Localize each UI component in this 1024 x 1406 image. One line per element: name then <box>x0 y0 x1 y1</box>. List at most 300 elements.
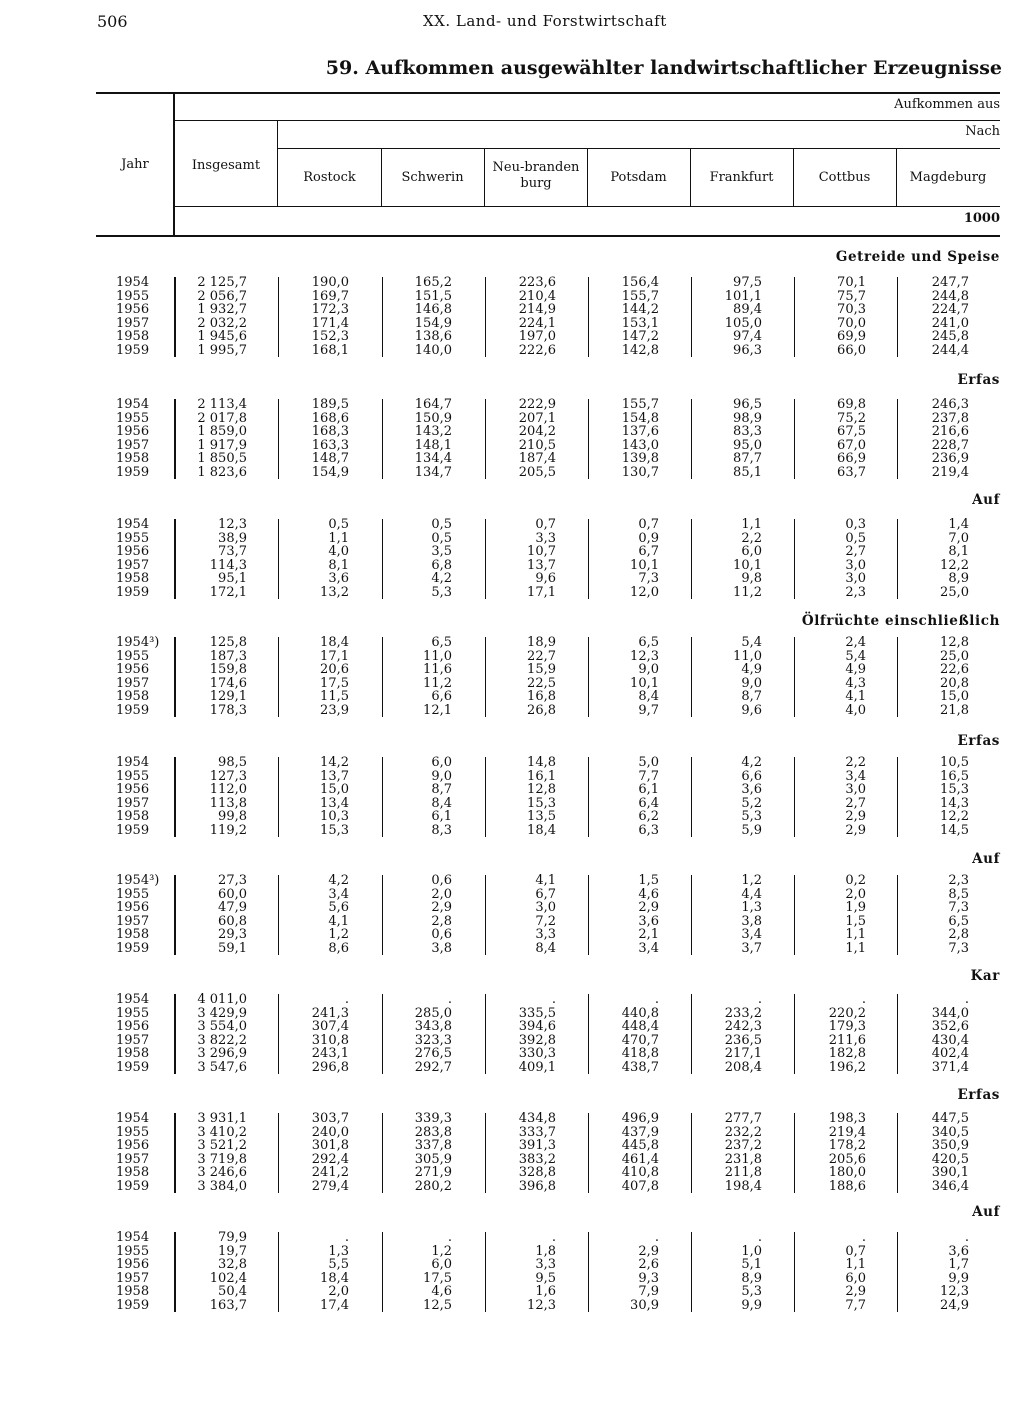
value-cell: 7,7 <box>845 1298 866 1313</box>
value-cell: 3,6 <box>638 913 659 929</box>
value-cell: 344,0 <box>931 1005 969 1021</box>
value-cell: 159,8 <box>209 662 247 678</box>
year-cell: 1959 <box>116 465 150 480</box>
table-row <box>0 303 1024 317</box>
year-cell: 1956 <box>116 900 150 916</box>
table-row <box>0 276 1024 290</box>
value-cell: 38,9 <box>218 530 247 546</box>
value-cell: 15,0 <box>320 782 349 798</box>
value-cell: 7,2 <box>535 913 556 929</box>
value-cell: 4,9 <box>845 662 866 678</box>
value-cell: 75,7 <box>837 288 866 304</box>
value-cell: 224,1 <box>518 315 556 331</box>
value-cell: 2,0 <box>328 1284 349 1300</box>
value-cell: 15,3 <box>320 823 349 838</box>
value-cell: 204,2 <box>518 424 556 440</box>
value-cell: 3 296,9 <box>197 1046 247 1062</box>
year-cell: 1957 <box>116 315 150 331</box>
table-row <box>0 1299 1024 1313</box>
value-cell: 9,0 <box>638 662 659 678</box>
value-cell: 276,5 <box>414 1046 452 1062</box>
value-cell: 2,9 <box>845 823 866 838</box>
value-cell: 18,4 <box>320 635 349 650</box>
value-cell: 83,3 <box>733 424 762 440</box>
value-cell: 207,1 <box>518 410 556 426</box>
table-row <box>0 1047 1024 1061</box>
value-cell: 2,7 <box>845 544 866 560</box>
value-cell: 7,0 <box>948 530 969 546</box>
value-cell: 12,3 <box>527 1298 556 1313</box>
value-cell: 14,3 <box>940 795 969 811</box>
value-cell: 156,4 <box>621 275 659 290</box>
value-cell: 10,1 <box>630 557 659 573</box>
value-cell: . <box>757 1230 762 1245</box>
value-cell: 154,9 <box>414 315 452 331</box>
year-cell: 1958 <box>116 1284 150 1300</box>
table-row <box>0 663 1024 677</box>
value-cell: 50,4 <box>218 1284 247 1300</box>
year-cell: 1954 <box>116 397 150 412</box>
year-cell: 1957 <box>116 437 150 453</box>
value-cell: 148,7 <box>311 451 349 467</box>
value-cell: 2,8 <box>431 913 452 929</box>
year-cell: 1959 <box>116 585 150 600</box>
value-cell: 445,8 <box>621 1138 659 1154</box>
value-cell: 3 521,2 <box>197 1138 247 1154</box>
section-label: Getreide und Speise <box>835 249 1000 265</box>
value-cell: 437,9 <box>621 1124 659 1140</box>
value-cell: 1,2 <box>431 1243 452 1259</box>
header-nach: Nach <box>965 124 1000 139</box>
value-cell: 70,1 <box>837 275 866 290</box>
table-row <box>0 290 1024 304</box>
running-head: XX. Land- und Forstwirtschaft <box>423 12 667 30</box>
value-cell: 371,4 <box>931 1060 969 1075</box>
year-cell: 1956 <box>116 424 150 440</box>
value-cell: 4 011,0 <box>197 992 247 1007</box>
value-cell: 6,1 <box>431 809 452 825</box>
value-cell: 4,2 <box>328 873 349 888</box>
value-cell: 228,7 <box>931 437 969 453</box>
value-cell: 10,7 <box>527 544 556 560</box>
value-cell: 0,7 <box>845 1243 866 1259</box>
value-cell: 10,1 <box>733 557 762 573</box>
value-cell: 3,3 <box>535 530 556 546</box>
value-cell: 5,2 <box>741 795 762 811</box>
value-cell: 4,6 <box>431 1284 452 1300</box>
year-cell: 1955 <box>116 1124 150 1140</box>
value-cell: 335,5 <box>518 1005 556 1021</box>
value-cell: 9,6 <box>741 703 762 718</box>
value-cell: 237,8 <box>931 410 969 426</box>
value-cell: 1,5 <box>638 873 659 888</box>
value-cell: 0,5 <box>431 530 452 546</box>
value-cell: 146,8 <box>414 302 452 318</box>
value-cell: 292,4 <box>311 1151 349 1167</box>
value-cell: 32,8 <box>218 1257 247 1273</box>
value-cell: 69,8 <box>837 397 866 412</box>
value-cell: 216,6 <box>931 424 969 440</box>
value-cell: 198,4 <box>724 1179 762 1194</box>
value-cell: 5,0 <box>638 755 659 770</box>
value-cell: 102,4 <box>209 1270 247 1286</box>
value-cell: 17,4 <box>320 1298 349 1313</box>
year-cell: 1955 <box>116 410 150 426</box>
value-cell: 246,3 <box>931 397 969 412</box>
header-district-frankfurt: Frankfurt <box>709 170 774 185</box>
header-unit-rule <box>174 206 1000 207</box>
value-cell: . <box>757 992 762 1007</box>
value-cell: 292,7 <box>414 1060 452 1075</box>
year-cell: 1956 <box>116 662 150 678</box>
value-cell: 243,1 <box>311 1046 349 1062</box>
value-cell: 205,6 <box>828 1151 866 1167</box>
year-cell: 1954 <box>116 1111 150 1126</box>
value-cell: 14,5 <box>940 823 969 838</box>
value-cell: 0,2 <box>845 873 866 888</box>
value-cell: 98,9 <box>733 410 762 426</box>
value-cell: 129,1 <box>209 689 247 705</box>
value-cell: . <box>861 992 866 1007</box>
value-cell: 1,5 <box>845 913 866 929</box>
value-cell: 22,6 <box>940 662 969 678</box>
value-cell: 390,1 <box>931 1165 969 1181</box>
value-cell: . <box>344 1230 349 1245</box>
value-cell: 12,2 <box>940 809 969 825</box>
value-cell: 16,1 <box>527 768 556 784</box>
value-cell: 190,0 <box>311 275 349 290</box>
value-cell: 11,2 <box>733 585 762 600</box>
value-cell: 171,4 <box>311 315 349 331</box>
value-cell: 168,3 <box>311 424 349 440</box>
value-cell: 75,2 <box>837 410 866 426</box>
value-cell: 4,3 <box>845 675 866 691</box>
value-cell: 9,0 <box>741 675 762 691</box>
table-row <box>0 942 1024 956</box>
value-cell: 153,1 <box>621 315 659 331</box>
value-cell: 420,5 <box>931 1151 969 1167</box>
value-cell: 1 859,0 <box>197 424 247 440</box>
value-cell: 224,7 <box>931 302 969 318</box>
value-cell: 5,4 <box>845 648 866 664</box>
value-cell: 2,2 <box>845 755 866 770</box>
value-cell: 3 719,8 <box>197 1151 247 1167</box>
section-label: Erfas <box>957 372 1000 388</box>
value-cell: 6,7 <box>638 544 659 560</box>
value-cell: 15,3 <box>940 782 969 798</box>
value-cell: 407,8 <box>621 1179 659 1194</box>
value-cell: 187,3 <box>209 648 247 664</box>
year-cell: 1954 <box>116 517 150 532</box>
value-cell: 73,7 <box>218 544 247 560</box>
value-cell: 237,2 <box>724 1138 762 1154</box>
value-cell: 6,0 <box>431 755 452 770</box>
value-cell: 1,2 <box>328 927 349 943</box>
value-cell: 3,4 <box>741 927 762 943</box>
value-cell: 1,6 <box>535 1284 556 1300</box>
value-cell: 150,9 <box>414 410 452 426</box>
value-cell: 22,5 <box>527 675 556 691</box>
value-cell: 3,4 <box>328 886 349 902</box>
value-cell: 16,5 <box>940 768 969 784</box>
value-cell: 8,7 <box>741 689 762 705</box>
value-cell: 95,1 <box>218 571 247 587</box>
table-row <box>0 1258 1024 1272</box>
value-cell: 101,1 <box>724 288 762 304</box>
table-row <box>0 586 1024 600</box>
value-cell: 5,3 <box>431 585 452 600</box>
table-row <box>0 824 1024 838</box>
value-cell: 3,5 <box>431 544 452 560</box>
year-cell: 1956 <box>116 302 150 318</box>
value-cell: 0,5 <box>328 517 349 532</box>
value-cell: 10,1 <box>630 675 659 691</box>
value-cell: 2,8 <box>948 927 969 943</box>
value-cell: 13,4 <box>320 795 349 811</box>
value-cell: 2 125,7 <box>197 275 247 290</box>
value-cell: 155,7 <box>621 288 659 304</box>
value-cell: 182,8 <box>828 1046 866 1062</box>
value-cell: 1,1 <box>845 927 866 943</box>
value-cell: 6,8 <box>431 557 452 573</box>
value-cell: 6,0 <box>741 544 762 560</box>
year-cell: 1959 <box>116 823 150 838</box>
value-cell: 66,0 <box>837 343 866 358</box>
value-cell: 241,3 <box>311 1005 349 1021</box>
value-cell: 21,8 <box>940 703 969 718</box>
value-cell: 307,4 <box>311 1019 349 1035</box>
value-cell: 279,4 <box>311 1179 349 1194</box>
value-cell: 6,5 <box>638 635 659 650</box>
value-cell: 2,3 <box>948 873 969 888</box>
value-cell: 2 032,2 <box>197 315 247 331</box>
value-cell: 1 945,6 <box>197 329 247 345</box>
value-cell: 3,8 <box>431 941 452 956</box>
value-cell: 188,6 <box>828 1179 866 1194</box>
value-cell: 22,7 <box>527 648 556 664</box>
table-row <box>0 466 1024 480</box>
page-number: 506 <box>97 12 128 31</box>
value-cell: 85,1 <box>733 465 762 480</box>
value-cell: 222,6 <box>518 343 556 358</box>
value-cell: 222,9 <box>518 397 556 412</box>
value-cell: 151,5 <box>414 288 452 304</box>
year-cell: 1954 <box>116 1230 150 1245</box>
value-cell: 296,8 <box>311 1060 349 1075</box>
value-cell: 95,0 <box>733 437 762 453</box>
table-row <box>0 1126 1024 1140</box>
value-cell: 1,3 <box>328 1243 349 1259</box>
value-cell: . <box>964 1230 969 1245</box>
value-cell: 144,2 <box>621 302 659 318</box>
value-cell: 152,3 <box>311 329 349 345</box>
value-cell: 69,9 <box>837 329 866 345</box>
value-cell: 2 113,4 <box>197 397 247 412</box>
value-cell: 112,0 <box>209 782 247 798</box>
value-cell: 13,2 <box>320 585 349 600</box>
value-cell: 3 246,6 <box>197 1165 247 1181</box>
value-cell: 1,1 <box>741 517 762 532</box>
value-cell: 448,4 <box>621 1019 659 1035</box>
value-cell: 383,2 <box>518 1151 556 1167</box>
value-cell: 271,9 <box>414 1165 452 1181</box>
value-cell: 211,8 <box>724 1165 762 1181</box>
value-cell: 211,6 <box>828 1032 866 1048</box>
table-row <box>0 704 1024 718</box>
year-cell: 1957 <box>116 1032 150 1048</box>
value-cell: 4,2 <box>741 755 762 770</box>
value-cell: 394,6 <box>518 1019 556 1035</box>
table-title: 59. Aufkommen ausgewählter landwirtschaftlicher Erzeugnisse <box>325 57 1002 79</box>
value-cell: 7,7 <box>638 768 659 784</box>
value-cell: 430,4 <box>931 1032 969 1048</box>
value-cell: 1 850,5 <box>197 451 247 467</box>
value-cell: . <box>551 1230 556 1245</box>
value-cell: 4,1 <box>845 689 866 705</box>
table-row <box>0 1061 1024 1075</box>
value-cell: 9,9 <box>948 1270 969 1286</box>
value-cell: 233,2 <box>724 1005 762 1021</box>
table-row <box>0 650 1024 664</box>
value-cell: 210,5 <box>518 437 556 453</box>
header-district-schwerin: Schwerin <box>401 170 464 185</box>
value-cell: 60,0 <box>218 886 247 902</box>
value-cell: 2,4 <box>845 635 866 650</box>
value-cell: 154,9 <box>311 465 349 480</box>
value-cell: 163,3 <box>311 437 349 453</box>
value-cell: 139,8 <box>621 451 659 467</box>
value-cell: 3,6 <box>741 782 762 798</box>
value-cell: 5,6 <box>328 900 349 916</box>
table-row <box>0 1180 1024 1194</box>
table-row <box>0 783 1024 797</box>
value-cell: 10,3 <box>320 809 349 825</box>
table-row <box>0 1285 1024 1299</box>
value-cell: 125,8 <box>209 635 247 650</box>
value-cell: 67,0 <box>837 437 866 453</box>
year-cell: 1956 <box>116 782 150 798</box>
section-label: Auf <box>972 492 1000 508</box>
value-cell: 7,3 <box>948 941 969 956</box>
value-cell: 5,1 <box>741 1257 762 1273</box>
year-cell: 1954³) <box>116 635 160 650</box>
year-cell: 1956 <box>116 544 150 560</box>
value-cell: 1,1 <box>328 530 349 546</box>
year-cell: 1958 <box>116 809 150 825</box>
value-cell: 9,3 <box>638 1270 659 1286</box>
value-cell: 219,4 <box>931 465 969 480</box>
value-cell: 236,9 <box>931 451 969 467</box>
value-cell: 1 917,9 <box>197 437 247 453</box>
value-cell: 105,0 <box>724 315 762 331</box>
value-cell: 17,1 <box>320 648 349 664</box>
value-cell: 89,4 <box>733 302 762 318</box>
value-cell: 208,4 <box>724 1060 762 1075</box>
table-row <box>0 1139 1024 1153</box>
value-cell: 60,8 <box>218 913 247 929</box>
header-district-magdeburg: Magdeburg <box>909 170 987 185</box>
section-label: Ölfrüchte einschließlich <box>801 613 1000 629</box>
value-cell: 3,0 <box>535 900 556 916</box>
header-district-neubrandenburg: Neu-brandenburg <box>492 160 580 191</box>
value-cell: 6,7 <box>535 886 556 902</box>
value-cell: 5,4 <box>741 635 762 650</box>
value-cell: 70,0 <box>837 315 866 331</box>
value-cell: 245,8 <box>931 329 969 345</box>
table-row <box>0 810 1024 824</box>
value-cell: 11,5 <box>320 689 349 705</box>
value-cell: 5,3 <box>741 1284 762 1300</box>
header-district-potsdam: Potsdam <box>610 170 667 185</box>
value-cell: 154,8 <box>621 410 659 426</box>
value-cell: . <box>654 1230 659 1245</box>
value-cell: 29,3 <box>218 927 247 943</box>
value-cell: 6,3 <box>638 823 659 838</box>
value-cell: 220,2 <box>828 1005 866 1021</box>
section-label: Erfas <box>957 1087 1000 1103</box>
value-cell: 143,0 <box>621 437 659 453</box>
year-cell: 1955 <box>116 1005 150 1021</box>
value-cell: 3,7 <box>741 941 762 956</box>
table-row <box>0 1231 1024 1245</box>
value-cell: 25,0 <box>940 585 969 600</box>
value-cell: 23,9 <box>320 703 349 718</box>
value-cell: 461,4 <box>621 1151 659 1167</box>
value-cell: 5,5 <box>328 1257 349 1273</box>
header-aufkommen-aus: Aufkommen aus <box>894 97 1000 112</box>
value-cell: 6,5 <box>431 635 452 650</box>
table-row <box>0 756 1024 770</box>
value-cell: 392,8 <box>518 1032 556 1048</box>
table-row <box>0 677 1024 691</box>
value-cell: 0,3 <box>845 517 866 532</box>
value-cell: 143,2 <box>414 424 452 440</box>
value-cell: 140,0 <box>414 343 452 358</box>
header-aufkommen-rule <box>174 120 1000 121</box>
value-cell: 1,4 <box>948 517 969 532</box>
year-cell: 1956 <box>116 1257 150 1273</box>
value-cell: 165,2 <box>414 275 452 290</box>
value-cell: 179,3 <box>828 1019 866 1035</box>
value-cell: 391,3 <box>518 1138 556 1154</box>
table-row <box>0 545 1024 559</box>
value-cell: 4,0 <box>845 703 866 718</box>
value-cell: 1,1 <box>845 941 866 956</box>
value-cell: 59,1 <box>218 941 247 956</box>
value-cell: 1,0 <box>741 1243 762 1259</box>
year-cell: 1959 <box>116 941 150 956</box>
value-cell: 6,4 <box>638 795 659 811</box>
value-cell: 87,7 <box>733 451 762 467</box>
value-cell: 2,1 <box>638 927 659 943</box>
value-cell: 2,6 <box>638 1257 659 1273</box>
value-cell: 3,0 <box>845 557 866 573</box>
value-cell: 12,8 <box>527 782 556 798</box>
table-row <box>0 398 1024 412</box>
value-cell: 8,5 <box>948 886 969 902</box>
value-cell: 402,4 <box>931 1046 969 1062</box>
value-cell: 8,3 <box>431 823 452 838</box>
value-cell: 440,8 <box>621 1005 659 1021</box>
value-cell: 13,7 <box>527 557 556 573</box>
value-cell: . <box>654 992 659 1007</box>
value-cell: 3,0 <box>845 782 866 798</box>
year-cell: 1954 <box>116 755 150 770</box>
year-cell: 1954 <box>116 275 150 290</box>
value-cell: 242,3 <box>724 1019 762 1035</box>
value-cell: 1 995,7 <box>197 343 247 358</box>
value-cell: 20,6 <box>320 662 349 678</box>
